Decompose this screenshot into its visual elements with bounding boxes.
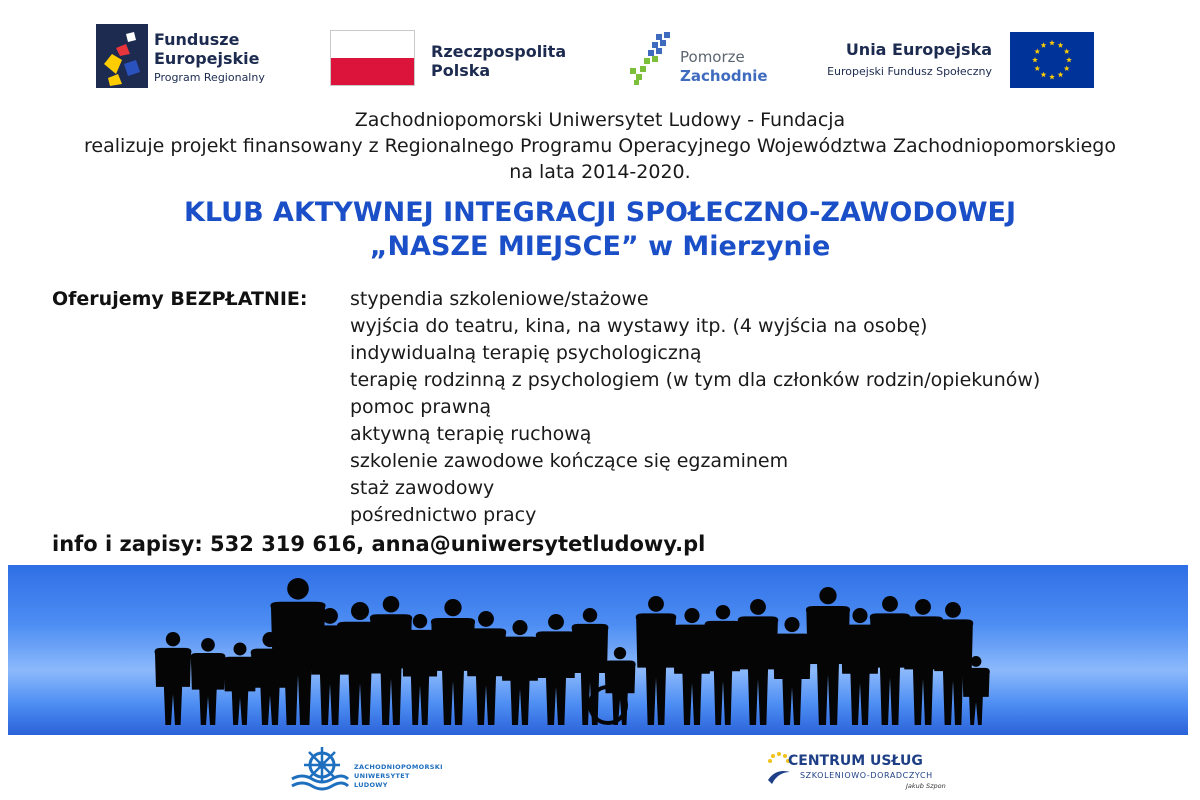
title-line2: „NASZE MIEJSCE” w Mierzynie bbox=[369, 231, 831, 262]
polish-flag-icon bbox=[330, 30, 415, 86]
person-silhouette bbox=[636, 596, 676, 725]
centrum-line3: Jakub Szpon bbox=[906, 782, 946, 790]
fundusze-europejskie-logo bbox=[96, 24, 296, 90]
offer-item: stypendia szkoleniowe/stażowe bbox=[350, 288, 649, 310]
intro-line3: na lata 2014-2020. bbox=[509, 161, 691, 183]
people-silhouettes-image bbox=[8, 565, 1188, 735]
intro-line2: realizuje projekt finansowany z Regionalnego Programu Operacyjnego Województwa Zachodniopomorskiego bbox=[84, 135, 1116, 157]
fundusze-europejskie-icon bbox=[96, 24, 148, 88]
unia-line1: Unia Europejska bbox=[845, 40, 992, 59]
person-silhouette bbox=[738, 599, 778, 725]
person-silhouette bbox=[933, 602, 973, 725]
pomorze-line1: Pomorze bbox=[680, 48, 745, 66]
rzeczpospolita-logo bbox=[330, 30, 590, 90]
person-silhouette bbox=[191, 638, 226, 725]
zul-logo bbox=[290, 745, 443, 795]
person-silhouette bbox=[705, 605, 742, 725]
person-silhouette bbox=[155, 632, 192, 725]
pomorze-zachodnie-icon bbox=[626, 30, 678, 88]
zul-line1: ZACHODNIOPOMORSKI bbox=[354, 763, 443, 771]
fundusze-line2: Europejskie bbox=[154, 49, 260, 68]
intro-text bbox=[0, 107, 1200, 185]
zul-line3: LUDOWY bbox=[354, 781, 388, 789]
ship-wheel-icon bbox=[290, 745, 350, 791]
person-silhouette bbox=[773, 617, 812, 725]
offer-item: terapię rodzinną z psychologiem (w tym dla członków rodzin/opiekunów) bbox=[350, 369, 1041, 391]
fundusze-line3: Program Regionalny bbox=[154, 71, 265, 84]
title-line1: KLUB AKTYWNEJ INTEGRACJI SPOŁECZNO-ZAWODOWEJ bbox=[183, 197, 1017, 228]
offer-item: wyjścia do teatru, kina, na wystawy itp. (4 wyjścia na osobę) bbox=[350, 315, 928, 337]
centrum-uslug-logo bbox=[766, 750, 956, 796]
offer-list bbox=[350, 286, 1040, 529]
pomorze-zachodnie-logo bbox=[626, 30, 776, 90]
offer-item: indywidualną terapię psychologiczną bbox=[350, 342, 702, 364]
eu-flag-icon bbox=[1010, 32, 1094, 88]
offer-label: Oferujemy BEZPŁATNIE: bbox=[52, 288, 308, 310]
page-title bbox=[0, 196, 1200, 264]
intro-line1: Zachodniopomorski Uniwersytet Ludowy - Fundacja bbox=[354, 109, 846, 131]
zul-line2: UNIWERSYTET bbox=[354, 772, 410, 780]
pomorze-line2: Zachodnie bbox=[680, 67, 768, 85]
person-silhouette bbox=[536, 614, 576, 725]
fundusze-line1: Fundusze bbox=[154, 30, 240, 49]
people-banner bbox=[8, 565, 1188, 735]
unia-line2: Europejski Fundusz Społeczny bbox=[827, 65, 992, 78]
contact-info: info i zapisy: 532 319 616, anna@uniwersytetludowy.pl bbox=[52, 532, 706, 556]
centrum-line1: CENTRUM USŁUG bbox=[788, 753, 923, 769]
logo-strip bbox=[0, 0, 1200, 100]
offer-item: pomoc prawną bbox=[350, 396, 492, 418]
rzeczpospolita-line2: Polska bbox=[431, 61, 491, 80]
unia-europejska-logo bbox=[810, 32, 1100, 90]
offer-item: pośrednictwo pracy bbox=[350, 504, 537, 526]
offer-item: aktywną terapię ruchową bbox=[350, 423, 592, 445]
centrum-line2: SZKOLENIOWO-DORADCZYCH bbox=[800, 771, 933, 780]
offer-item: szkolenie zawodowe kończące się egzaminem bbox=[350, 450, 789, 472]
rzeczpospolita-line1: Rzeczpospolita bbox=[431, 42, 567, 61]
person-silhouette bbox=[501, 620, 540, 725]
offer-item: staż zawodowy bbox=[350, 477, 495, 499]
